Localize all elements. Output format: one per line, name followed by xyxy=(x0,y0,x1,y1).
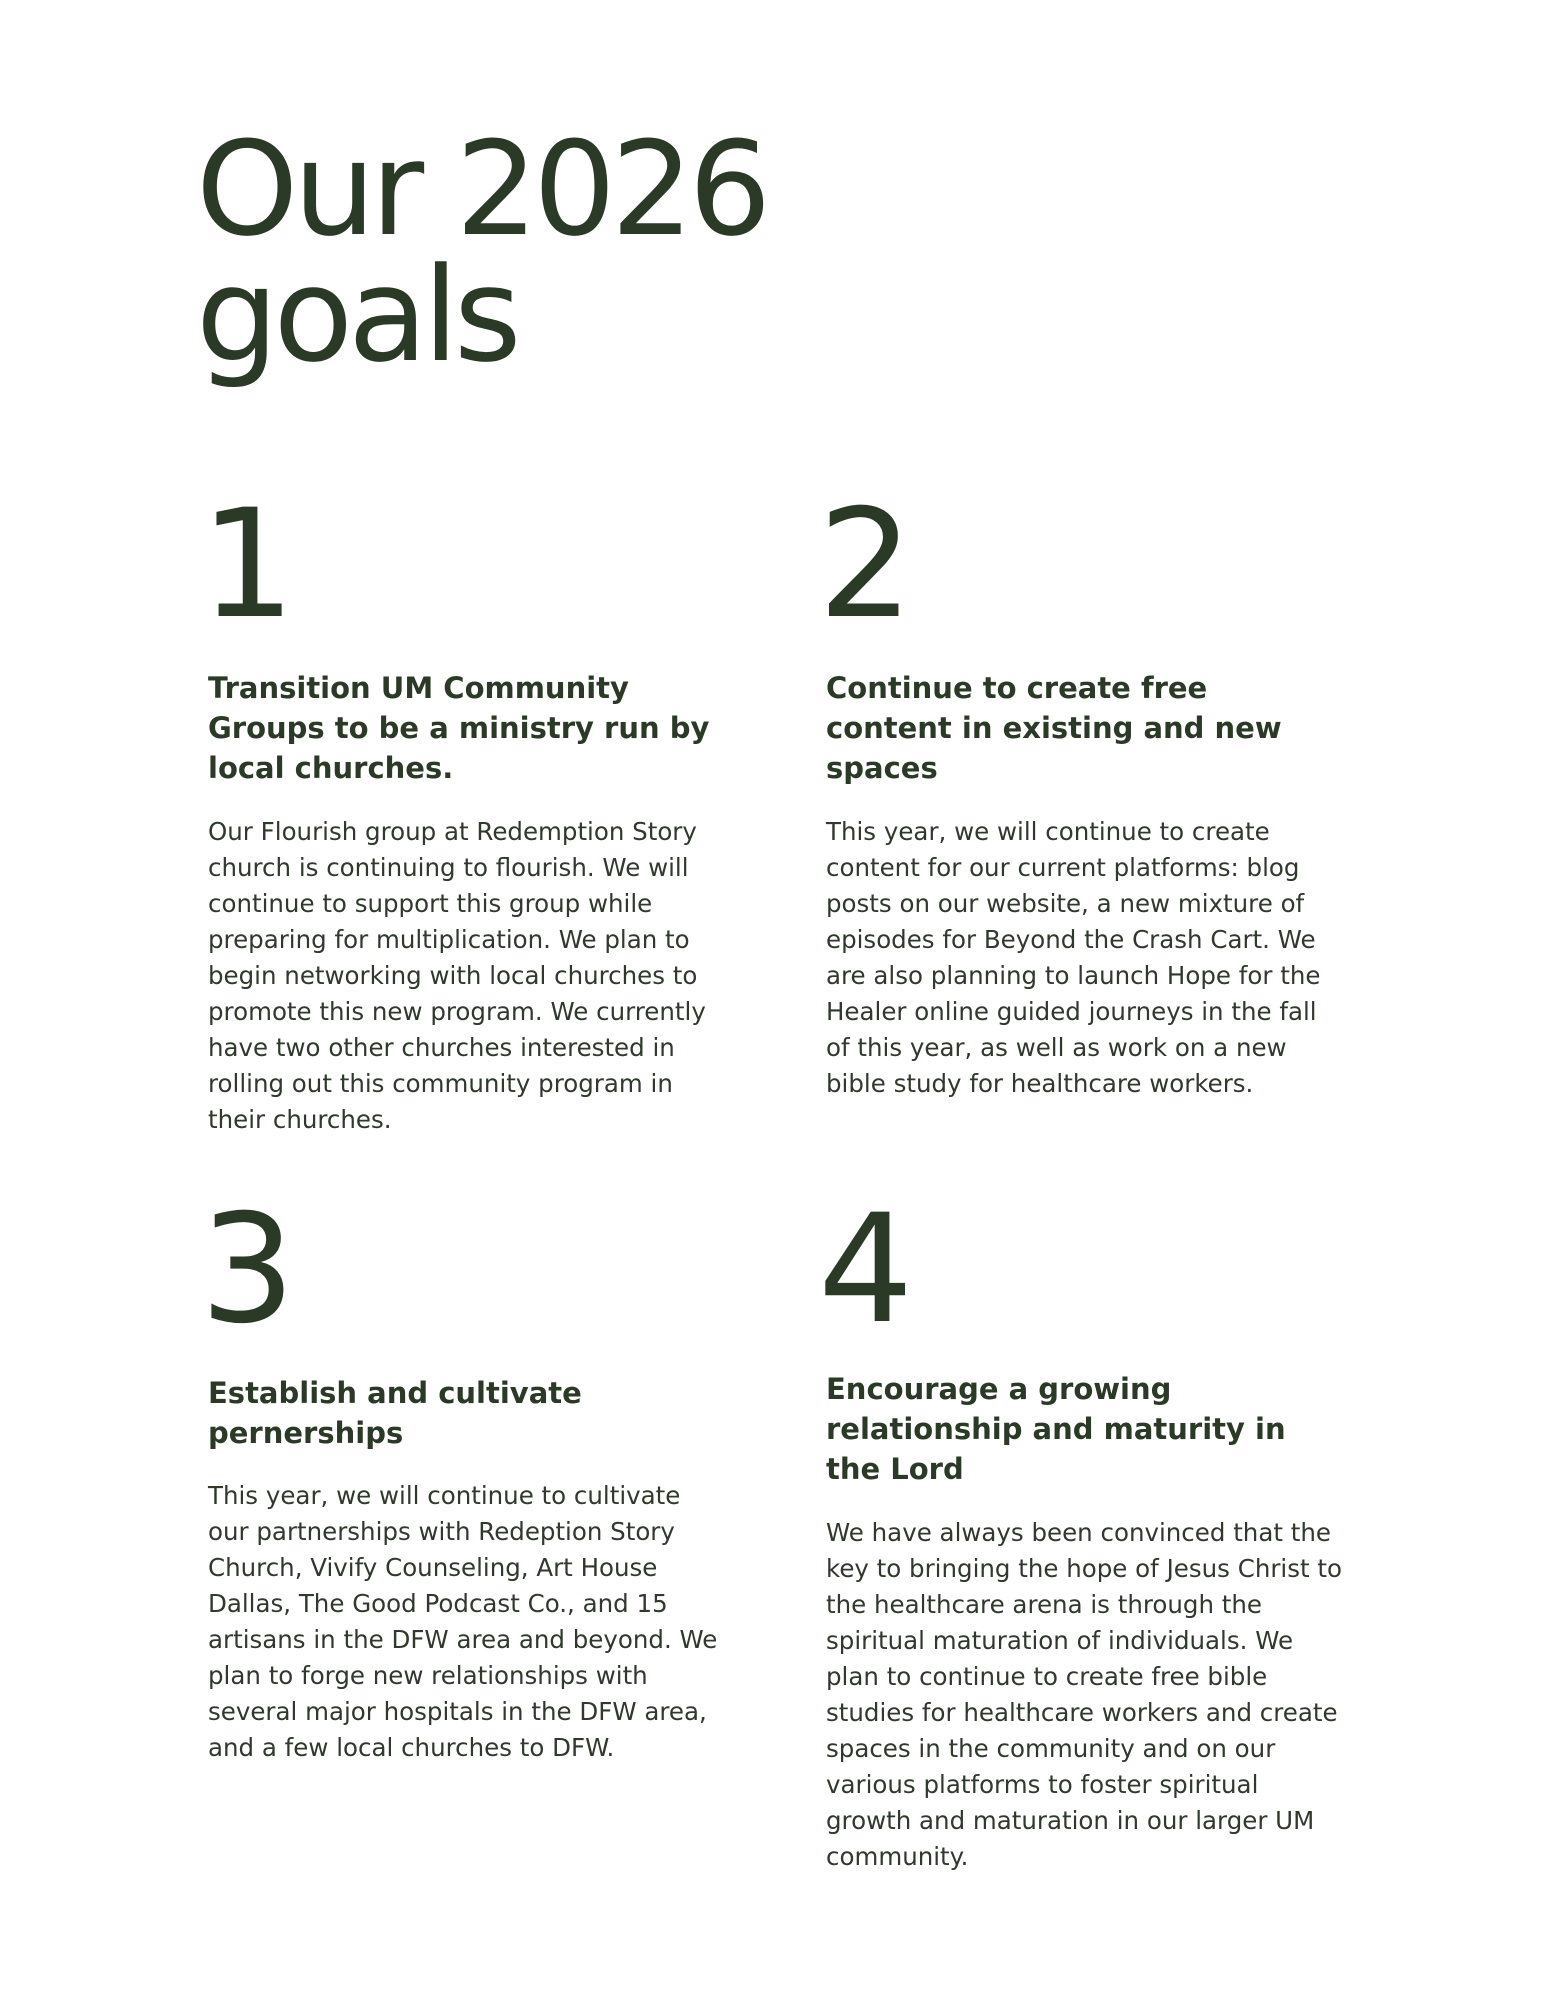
goal-body: Our Flourish group at Redemption Story church is continuing to flourish. We will continue to support this group while preparing for multiplication. We plan to begin networking with local churches to promote this new program. We currently have two other churches interested in rolling out this community program in their churches. xyxy=(208,817,706,1134)
goal-heading: Transition UM Community Groups to be a ministry run by local churches. xyxy=(208,671,710,785)
goal-number: 4 xyxy=(818,1183,914,1357)
goal-1 xyxy=(200,478,720,1134)
goal-number: 2 xyxy=(818,478,914,652)
goal-body: This year, we will continue to cultivate our partnerships with Redeption Story Church, Vivify Counseling, Art House Dallas, The Good Podcast Co., and 15 artisans in the DFW area and beyond. We plan to forge new relationships with several major hospitals in the DFW area, and a few local churches to DFW. xyxy=(208,1481,718,1762)
goal-2 xyxy=(818,478,1338,1098)
page-title-line-2: goals xyxy=(196,239,517,391)
goal-body: This year, we will continue to create content for our current platforms: blog posts on our website, a new mixture of episodes for Beyond the Crash Cart. We are also planning to launch Hope for the Healer online guided journeys in the fall of this year, as well as work on a new bible study for healthcare workers. xyxy=(826,817,1321,1098)
goal-body: We have always been convinced that the key to bringing the hope of Jesus Christ to the healthcare arena is through the spiritual maturation of individuals. We plan to continue to create free bible studies for healthcare workers and create spaces in the community and on our various platforms to foster spiritual growth and maturation in our larger UM community. xyxy=(826,1518,1342,1871)
goal-heading: Continue to create free content in existing and new spaces xyxy=(826,671,1282,785)
goal-number: 1 xyxy=(200,478,296,652)
goal-heading: Encourage a growing relationship and maturity in the Lord xyxy=(826,1372,1286,1486)
goal-heading: Establish and cultivate pernerships xyxy=(208,1376,582,1450)
page-title-line-1: Our 2026 xyxy=(196,113,767,265)
goal-3 xyxy=(200,1183,720,1762)
page-title xyxy=(196,113,996,391)
goal-number: 3 xyxy=(200,1183,296,1357)
goal-4 xyxy=(818,1183,1342,1871)
